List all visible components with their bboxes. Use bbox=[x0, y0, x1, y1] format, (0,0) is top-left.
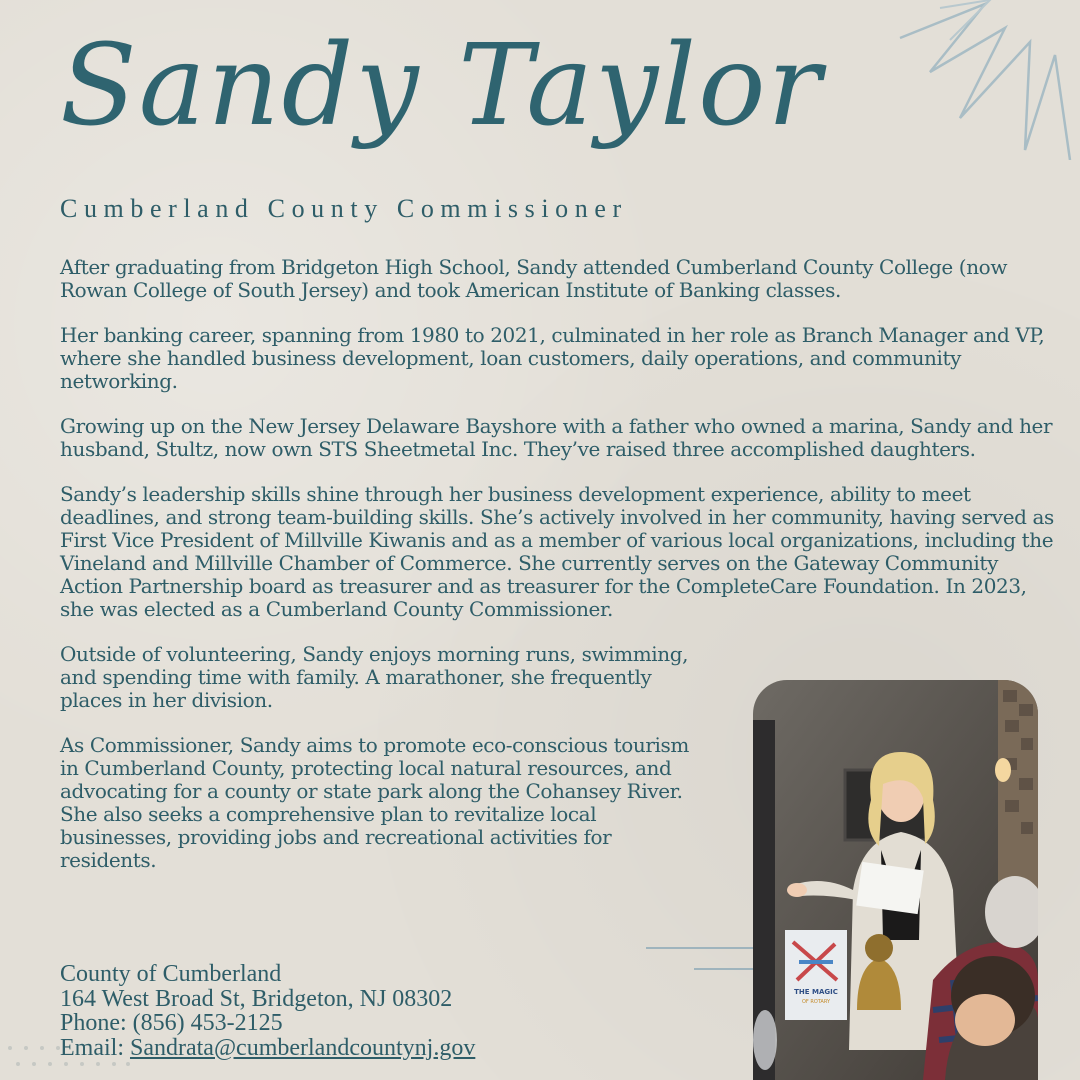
portrait-photo bbox=[753, 680, 1038, 1080]
bio-paragraph-hobbies: Outside of volunteering, Sandy enjoys morning runs, swimming, and spending time with family. A marathoner, she frequently places in her division. bbox=[60, 642, 689, 712]
speaker-photo-illustration bbox=[753, 680, 1038, 1080]
banner-text-line1: THE MAGIC bbox=[794, 988, 838, 996]
bio-paragraph-goals: As Commissioner, Sandy aims to promote eco-conscious tourism in Cumberland County, protecting local natural resources, and advocating for a county or state park along the Cohansey River. She also seeks a comprehensive plan to revitalize local businesses, providing jobs and recreational activities for residents. bbox=[60, 733, 689, 872]
bio-paragraph-leadership: Sandy’s leadership skills shine through her business development experience, ability to meet deadlines, and strong team-building skills. She’s actively involved in her community, having served as First Vice President of Millville Kiwanis and as a member of various local organizations, including the Vineland and Millville Chamber of Commerce. She currently serves on the Gateway Community Action Partnership board as treasurer and as treasurer for the CompleteCare Foundation. In 2023, she was elected as a Cumberland County Commissioner. bbox=[60, 482, 1054, 621]
email-link[interactable]: Sandrata@cumberlandcountynj.gov bbox=[129, 1034, 476, 1061]
role-subtitle: Cumberland County Commissioner bbox=[60, 194, 628, 223]
email-label: Email: bbox=[60, 1034, 130, 1061]
contact-org: County of Cumberland bbox=[60, 961, 282, 987]
bio-paragraph-family: Growing up on the New Jersey Delaware Bayshore with a father who owned a marina, Sandy and her husband, Stultz, now own STS Sheetmetal Inc. They’ve raised three accomplished daughters. bbox=[60, 414, 1053, 461]
banner-text-line2: OF ROTARY bbox=[801, 999, 831, 1005]
contact-block bbox=[60, 962, 475, 1060]
bio-paragraph-career: Her banking career, spanning from 1980 to 2021, culminated in her role as Branch Manager and VP, where she handled business development, loan customers, daily operations, and community networking. bbox=[60, 323, 1045, 393]
bio-paragraph-education: After graduating from Bridgeton High School, Sandy attended Cumberland County College (now Rowan College of South Jersey) and took American Institute of Banking classes. bbox=[60, 255, 1008, 302]
contact-phone: Phone: (856) 453-2125 bbox=[60, 1010, 283, 1036]
line-decoration bbox=[640, 940, 760, 980]
name-title: Sandy Taylor bbox=[60, 21, 824, 151]
contact-address: 164 West Broad St, Bridgeton, NJ 08302 bbox=[60, 985, 453, 1012]
zigzag-decoration bbox=[890, 0, 1080, 160]
contact-email-line bbox=[60, 1036, 475, 1061]
